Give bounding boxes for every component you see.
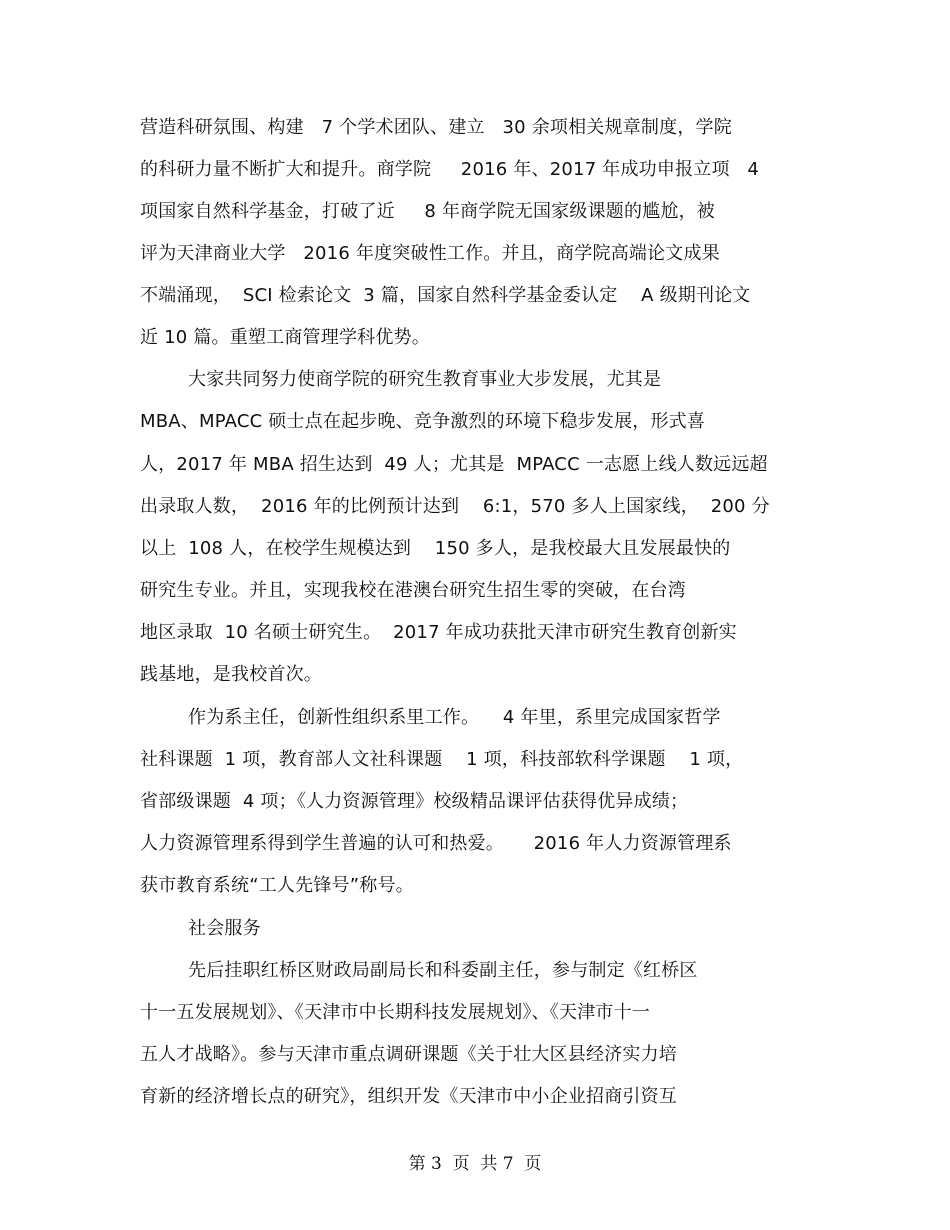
text-line: 社科课题 1 项，教育部人文社科课题 1 项，科技部软科学课题 1 项， bbox=[140, 749, 744, 770]
text-line: 的科研力量不断扩大和提升。商学院 2016 年、2017 年成功申报立项 4 bbox=[140, 159, 760, 180]
text-line: 出录取人数， 2016 年的比例预计达到 6:1，570 多人上国家线， 200 分 bbox=[140, 496, 770, 517]
page-number-footer: 第 3 页 共 7 页 bbox=[408, 1154, 542, 1174]
text-line: 十一五发展规划》、《天津市中长期科技发展规划》、《天津市十一 bbox=[140, 1002, 650, 1023]
text-line: 人力资源管理系得到学生普遍的认可和热爱。 2016 年人力资源管理系 bbox=[140, 833, 732, 854]
text-line: 以上 108 人，在校学生规模达到 150 多人，是我校最大且发展最快的 bbox=[140, 538, 731, 559]
text-line: 近 10 篇。重塑工商管理学科优势。 bbox=[140, 327, 430, 348]
text-line: 践基地，是我校首次。 bbox=[140, 664, 322, 685]
paragraph-first-line: 作为系主任，创新性组织系里工作。 4 年里，系里完成国家哲学 bbox=[188, 707, 721, 728]
text-line: 研究生专业。并且，实现我校在港澳台研究生招生零的突破，在台湾 bbox=[140, 580, 686, 601]
text-line: 项国家自然科学基金，打破了近 8 年商学院无国家级课题的尴尬，被 bbox=[140, 201, 715, 222]
paragraph-first-line: 先后挂职红桥区财政局副局长和科委副主任，参与制定《红桥区 bbox=[188, 960, 698, 981]
text-line: 省部级课题 4 项；《人力资源管理》校级精品课评估获得优异成绩； bbox=[140, 791, 689, 812]
text-line: MBA、MPACC 硕士点在起步晚、竞争激烈的环境下稳步发展，形式喜 bbox=[140, 411, 706, 432]
text-line: 获市教育系统“工人先锋号”称号。 bbox=[140, 875, 414, 896]
text-line: 不端涌现， SCI 检索论文 3 篇，国家自然科学基金委认定 A 级期刊论文 bbox=[140, 285, 751, 306]
text-line: 育新的经济增长点的研究》，组织开发《天津市中小企业招商引资互 bbox=[140, 1086, 677, 1107]
text-line: 地区录取 10 名硕士研究生。 2017 年成功获批天津市研究生教育创新实 bbox=[140, 622, 737, 643]
text-line: 五人才战略》。参与天津市重点调研课题《关于壮大区县经济实力培 bbox=[140, 1044, 677, 1065]
text-line: 评为天津商业大学 2016 年度突破性工作。并且，商学院高端论文成果 bbox=[140, 243, 720, 264]
text-line: 营造科研氛围、构建 7 个学术团队、建立 30 余项相关规章制度，学院 bbox=[140, 117, 732, 138]
text-line: 人，2017 年 MBA 招生达到 49 人；尤其是 MPACC 一志愿上线人数远远超 bbox=[140, 454, 768, 475]
section-heading: 社会服务 bbox=[188, 918, 261, 939]
paragraph-first-line: 大家共同努力使商学院的研究生教育事业大步发展，尤其是 bbox=[188, 369, 662, 390]
